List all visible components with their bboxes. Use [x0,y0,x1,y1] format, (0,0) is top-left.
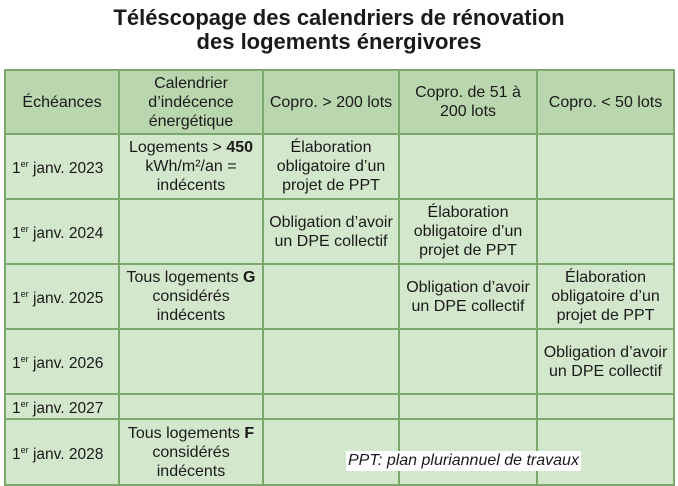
copro-51-200-cell: Obligation d’avoir un DPE collectif [399,264,537,329]
date-cell: 1er janv. 2026 [5,329,119,394]
copro-51-200-cell [399,394,537,419]
indecence-cell [119,394,263,419]
table-row [5,199,674,264]
indecence-cell [119,419,263,485]
indecence-threshold: G [243,269,256,286]
copro-over-200-cell: Élaboration obligatoire d’un projet de PPT [263,134,399,199]
copro-51-200-cell: Élaboration obligatoire d’un projet de PPT [399,199,537,264]
date-text: janv. 2028 [28,445,104,463]
indecence-threshold: 450 [226,139,254,156]
page-title [0,6,678,54]
table-row [5,134,674,199]
indecence-cell [119,199,263,264]
header-calendrier-indecence: Calendrier d’indécence énergétique [119,70,263,134]
copro-under-50-cell [537,394,674,419]
date-text: janv. 2024 [28,225,104,242]
date-ordinal: er [20,354,29,364]
date-ordinal: er [20,289,29,299]
table-row [5,329,674,394]
date-cell: 1er janv. 2025 [5,264,119,329]
copro-under-50-cell: Élaboration obligatoire d’un projet de PPT [537,264,674,329]
date-text: janv. 2025 [28,290,104,307]
ppt-footnote: PPT: plan pluriannuel de travaux [348,452,579,469]
header-copro-under-50: Copro. < 50 lots [537,70,674,134]
date-cell: 1er janv. 2028 [5,419,119,485]
indecence-threshold: F [244,424,255,442]
indecence-cell [119,264,263,329]
indecence-text-end: kWh/m²/an = indécents [145,158,237,194]
date-cell: 1er janv. 2024 [5,199,119,264]
date-ordinal: er [20,159,29,169]
date-cell: 1er janv. 2027 [5,394,119,419]
header-copro-51-200: Copro. de 51 à 200 lots [399,70,537,134]
title-line-1: Téléscopage des calendriers de rénovation [113,5,565,30]
title-line-2: des logements énergivores [196,29,482,54]
header-copro-over-200: Copro. > 200 lots [263,70,399,134]
indecence-text-end: considérés indécents [152,443,230,480]
date-text: janv. 2027 [28,400,104,417]
indecence-text-end: considérés indécents [152,288,230,324]
table-row [5,394,674,419]
copro-51-200-cell [399,329,537,394]
renovation-calendar-table [4,69,675,486]
indecence-cell [119,329,263,394]
date-text: janv. 2023 [28,160,104,177]
date-ordinal: er [20,224,29,234]
copro-under-50-cell: Obligation d’avoir un DPE collectif [537,329,674,394]
copro-under-50-cell [537,134,674,199]
table-row [5,264,674,329]
copro-over-200-cell [263,264,399,329]
copro-under-50-cell [537,199,674,264]
date-ordinal: er [20,444,29,455]
indecence-cell [119,134,263,199]
date-cell: 1er janv. 2023 [5,134,119,199]
indecence-text: Logements > [128,139,227,156]
copro-51-200-cell [399,134,537,199]
header-row [5,70,674,134]
indecence-text: Tous logements [127,424,245,442]
copro-over-200-cell: Obligation d’avoir un DPE collectif [263,199,399,264]
header-echeances: Échéances [5,70,119,134]
date-ordinal: er [20,399,29,409]
date-text: janv. 2026 [28,355,104,372]
copro-over-200-cell [263,329,399,394]
copro-over-200-cell [263,394,399,419]
indecence-text: Tous logements [126,269,244,286]
